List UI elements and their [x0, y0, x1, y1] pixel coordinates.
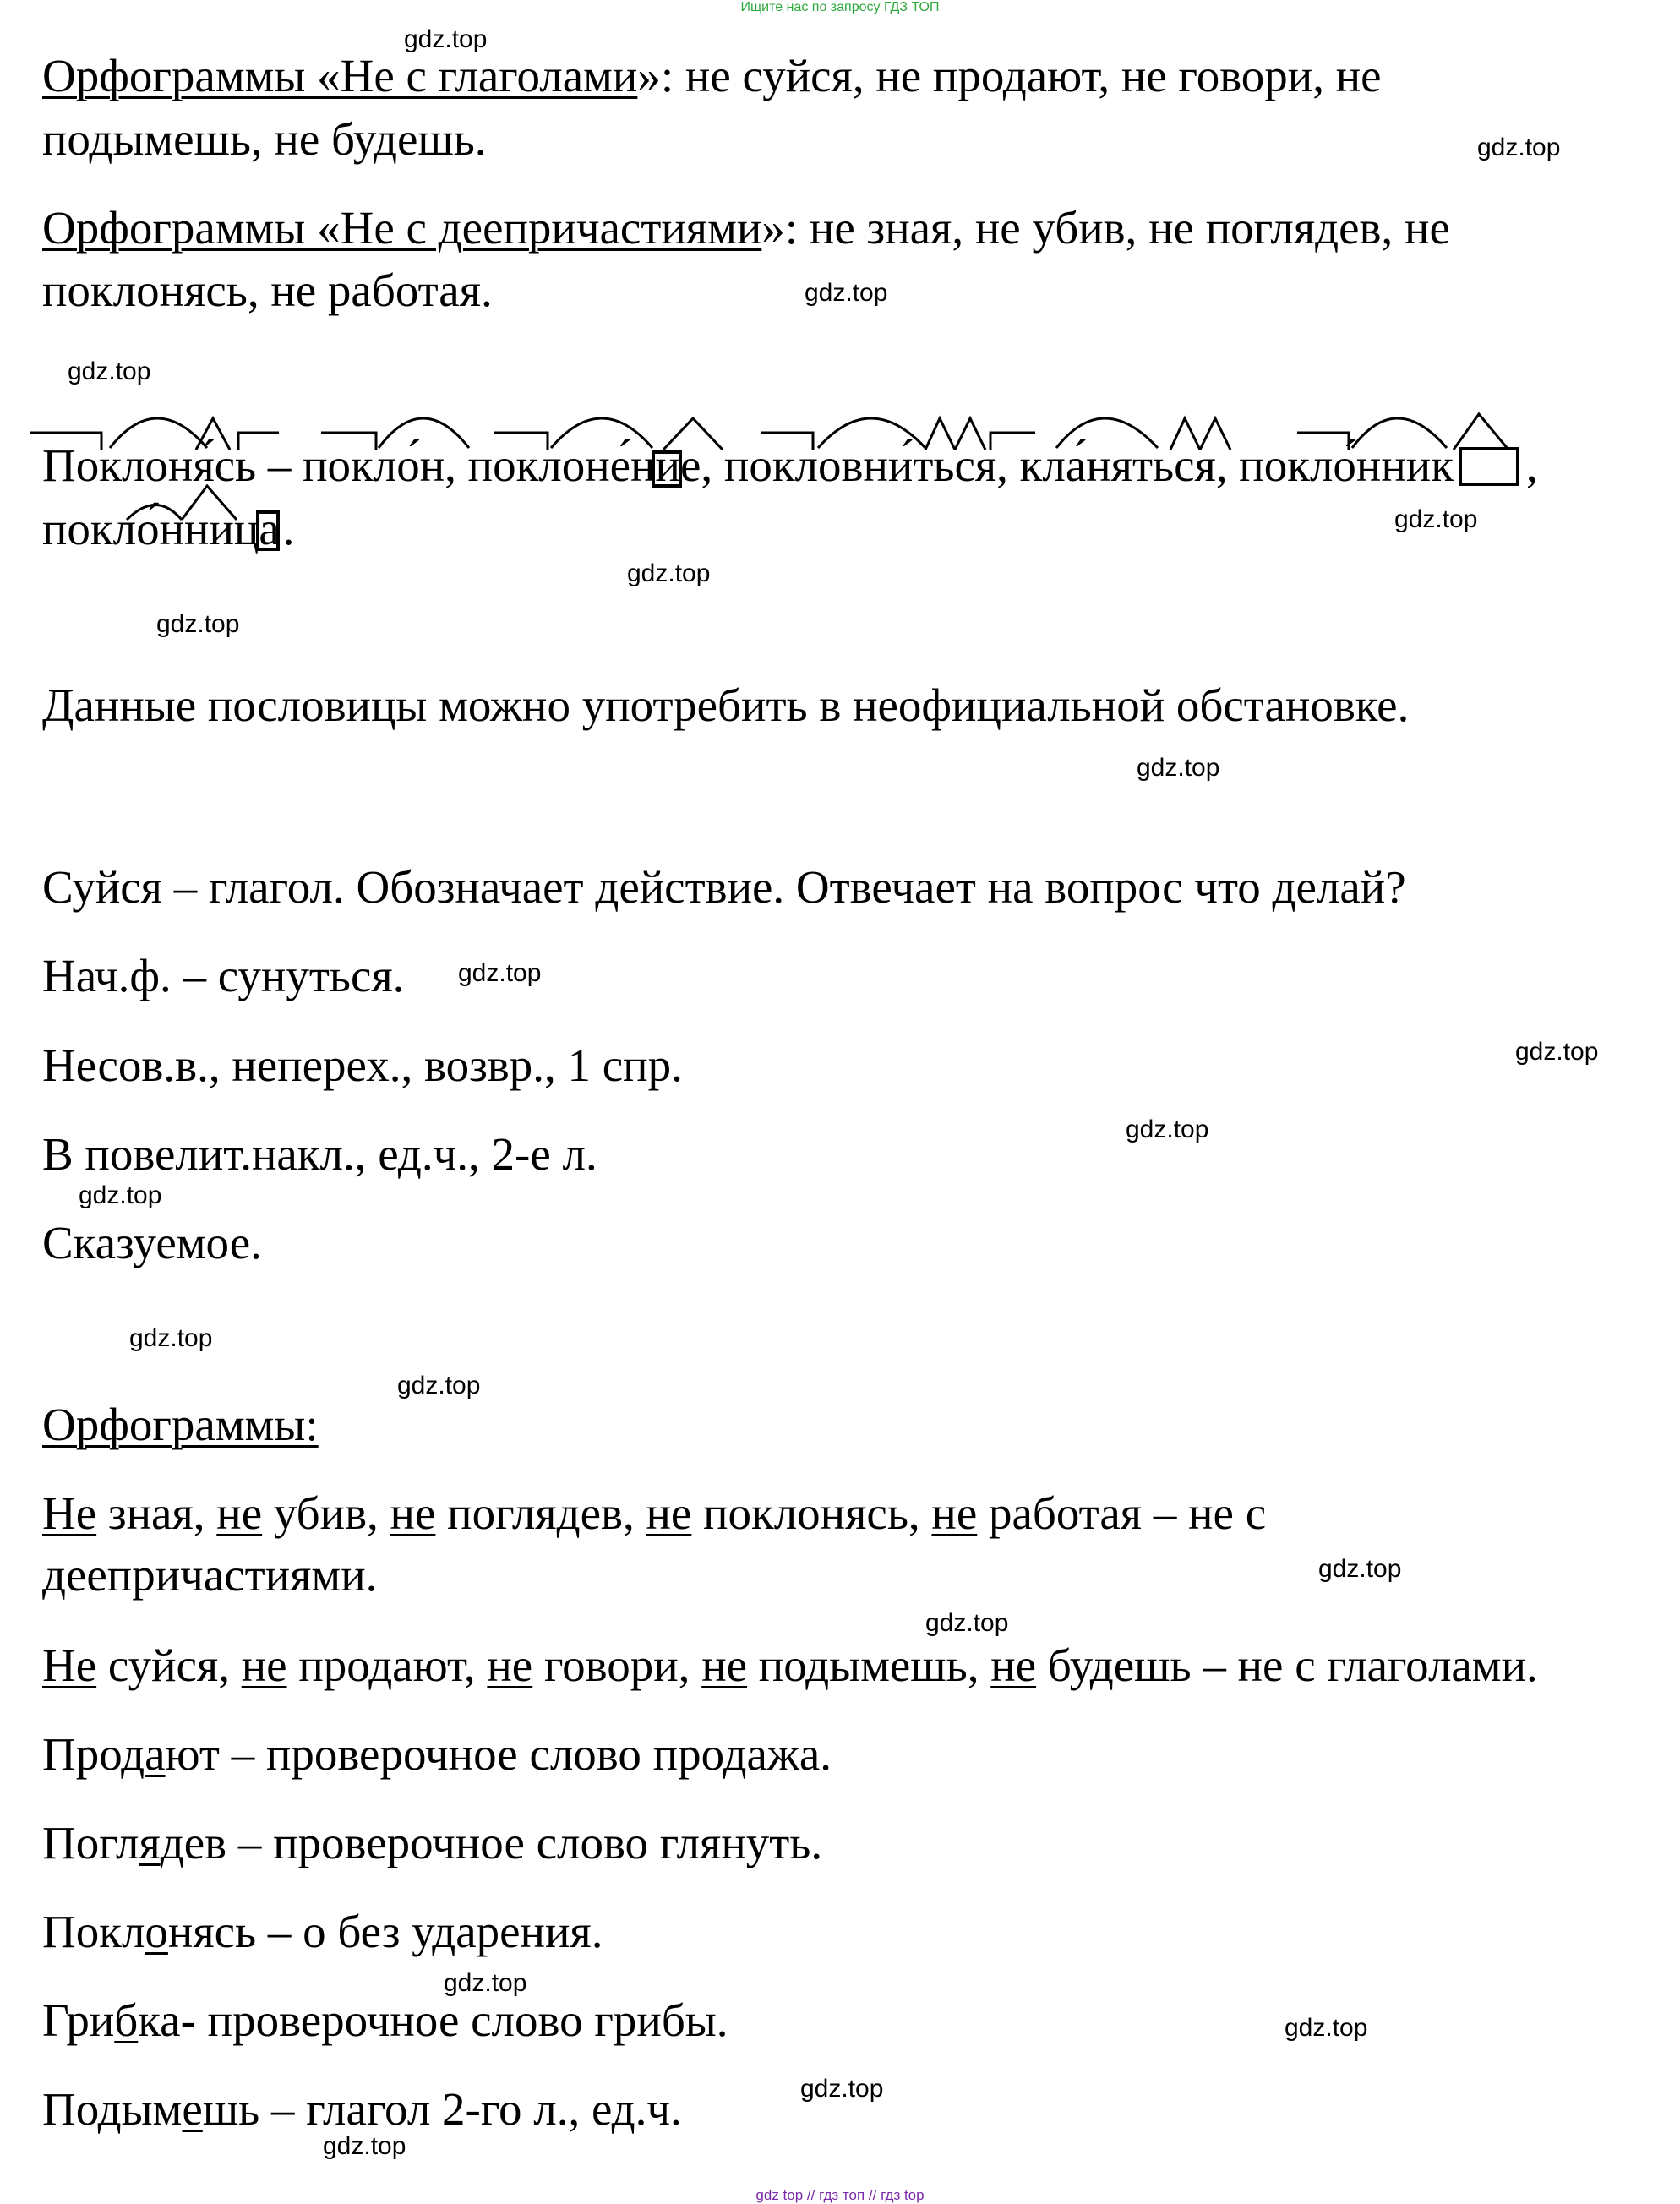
- watermark: gdz.top: [156, 610, 240, 638]
- analysis-line-3: Несов.в., неперех., возвр., 1 спр.: [42, 1039, 683, 1091]
- check-line-2: [42, 1819, 822, 1866]
- ne-marker: не: [487, 1639, 533, 1691]
- zero-ending-box: [1459, 447, 1519, 486]
- check-pre: Покл: [42, 1906, 145, 1957]
- check-letter: б: [114, 1994, 139, 2046]
- ending-letter: е: [679, 439, 701, 491]
- para1-line1: [42, 52, 1382, 99]
- ne-marker: не: [931, 1487, 978, 1539]
- word: поклонясь,: [691, 1487, 932, 1539]
- check-line-3: [42, 1908, 603, 1955]
- check-post: дев – проверочное слово глянуть.: [160, 1817, 823, 1868]
- word: поглядев,: [435, 1487, 646, 1539]
- watermark: gdz.top: [1477, 134, 1561, 161]
- morph-line2: [42, 505, 295, 552]
- word-form-c: покло́нниц: [42, 503, 259, 554]
- period: .: [282, 503, 295, 554]
- watermark: gdz.top: [323, 2132, 406, 2160]
- check-pre: Прод: [42, 1728, 145, 1780]
- ending-box-2: [256, 510, 280, 551]
- watermark: gdz.top: [129, 1324, 213, 1352]
- word: работая – не с: [977, 1487, 1267, 1539]
- check-line-4: [42, 1994, 728, 2046]
- watermark: gdz.top: [404, 25, 488, 53]
- check-post: ют – проверочное слово продажа.: [165, 1728, 832, 1780]
- watermark: gdz.top: [805, 279, 888, 307]
- check-pre: Подым: [42, 2083, 183, 2135]
- analysis-line-5: Сказуемое.: [42, 1217, 262, 1268]
- word: убив,: [262, 1487, 390, 1539]
- watermark: gdz.top: [397, 1372, 481, 1399]
- check-post: шь – глагол 2-го л., ед.ч.: [202, 2083, 682, 2135]
- header-note: Ищите нас по запросу ГДЗ ТОП: [740, 0, 940, 14]
- ne-participles-line2: деепричастиями.: [42, 1549, 378, 1601]
- ne-marker: Не: [42, 1487, 97, 1539]
- ending-letter-2: а: [259, 503, 280, 554]
- word-forms-a: Поклоня́сь – покло́н, поклоне́ни: [42, 439, 680, 491]
- watermark: gdz.top: [925, 1609, 1009, 1637]
- check-letter: о: [145, 1906, 168, 1957]
- check-pre: Гри: [42, 1994, 115, 2046]
- watermark: gdz.top: [1515, 1038, 1599, 1066]
- watermark: gdz.top: [1137, 754, 1220, 782]
- ending-box: [652, 450, 682, 488]
- ne-marker: не: [990, 1639, 1037, 1691]
- ne-verbs-line: [42, 1639, 1538, 1691]
- ne-marker: Не: [42, 1639, 97, 1691]
- word-forms-b: , покловни́ться, кла́няться, покло́нник: [701, 439, 1454, 491]
- word: подымешь,: [747, 1639, 991, 1691]
- ne-marker: не: [241, 1639, 287, 1691]
- watermark: gdz.top: [444, 1969, 527, 1997]
- orth-heading: Орфограммы:: [42, 1399, 319, 1450]
- check-letter: я: [139, 1817, 161, 1868]
- usage-line: Данные пословицы можно употребить в неофициальной обстановке.: [42, 679, 1410, 731]
- para2-line1: [42, 202, 1450, 254]
- morph-line1: [42, 439, 1538, 491]
- analysis-line-2: Нач.ф. – сунуться.: [42, 950, 405, 1001]
- watermark: gdz.top: [68, 357, 151, 385]
- check-line-5: [42, 2083, 682, 2135]
- comma: ,: [1525, 439, 1538, 491]
- watermark: gdz.top: [1126, 1116, 1209, 1143]
- word: зная,: [96, 1487, 217, 1539]
- ne-marker: не: [646, 1487, 692, 1539]
- watermark: gdz.top: [1394, 505, 1478, 533]
- para2-line2: поклонясь, не работая.: [42, 265, 493, 316]
- check-line-1: [42, 1728, 832, 1780]
- para1-rest: »: не суйся, не продают, не говори, не: [637, 50, 1382, 101]
- analysis-line-4: В повелит.накл., ед.ч., 2-е л.: [42, 1128, 597, 1180]
- watermark: gdz.top: [1318, 1555, 1402, 1583]
- ne-marker: не: [701, 1639, 748, 1691]
- word: продают,: [286, 1639, 488, 1691]
- ne-marker: не: [216, 1487, 263, 1539]
- word: говори,: [532, 1639, 702, 1691]
- analysis-line-1: Суйся – глагол. Обозначает действие. Отвечает на вопрос что делай?: [42, 861, 1406, 913]
- check-pre: Погл: [42, 1817, 139, 1868]
- word: суйся,: [96, 1639, 242, 1691]
- watermark: gdz.top: [458, 959, 542, 987]
- para2-heading: Орфограммы «Не с деепричастиями: [42, 202, 762, 254]
- watermark: gdz.top: [627, 559, 711, 587]
- para1-line2: подымешь, не будешь.: [42, 113, 487, 165]
- ne-participles-line1: [42, 1487, 1267, 1539]
- check-letter: е: [182, 2083, 203, 2135]
- ne-marker: не: [390, 1487, 436, 1539]
- watermark: gdz.top: [800, 2075, 884, 2103]
- check-post: ка- проверочное слово грибы.: [138, 1994, 728, 2046]
- para2-rest: »: не зная, не убив, не поглядев, не: [761, 202, 1450, 254]
- watermark: gdz.top: [1285, 2014, 1368, 2042]
- check-letter: а: [145, 1728, 166, 1780]
- watermark: gdz.top: [79, 1181, 162, 1209]
- check-post: нясь – о без ударения.: [167, 1906, 603, 1957]
- footer-note: gdz top // гдз топ // гдз top: [755, 2187, 925, 2203]
- para1-heading: Орфограммы «Не с глаголами: [42, 50, 638, 101]
- word: будешь – не с глаголами.: [1036, 1639, 1538, 1691]
